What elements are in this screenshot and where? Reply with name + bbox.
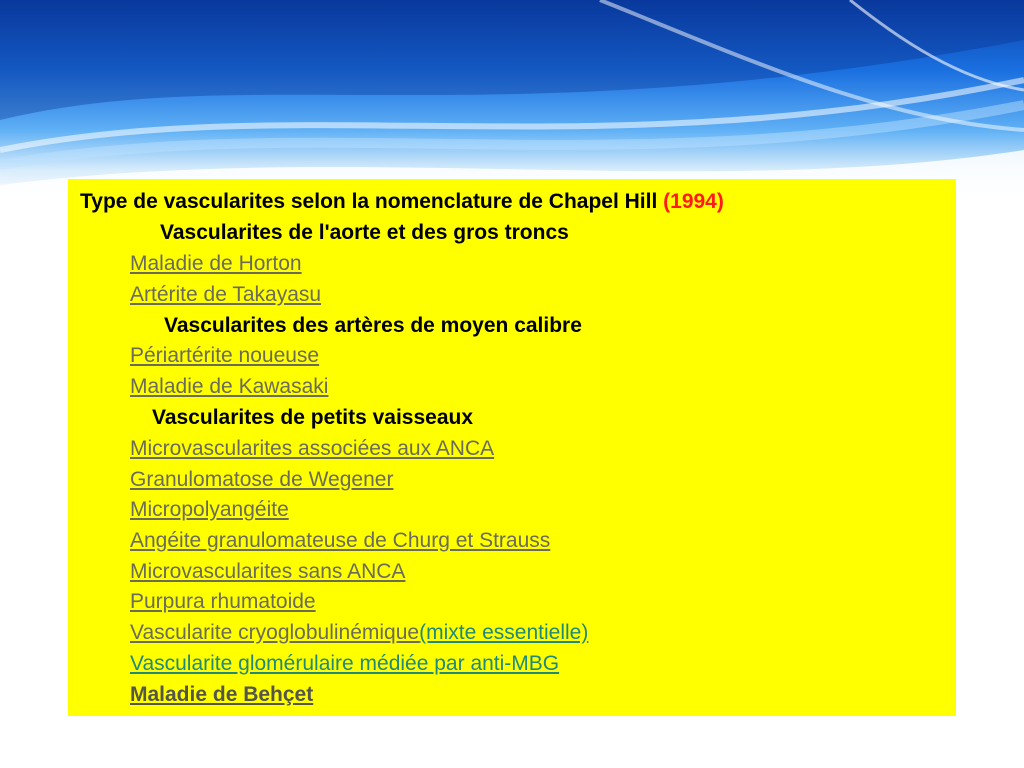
section-heading-medium-vessels: Vascularites des artères de moyen calibre — [164, 314, 582, 337]
title-text: Type de vascularites selon la nomenclature de Chapel Hill — [80, 190, 664, 213]
link-sans-anca[interactable]: Microvascularites sans ANCA — [130, 560, 406, 583]
section-heading-small-vessels: Vascularites de petits vaisseaux — [152, 406, 474, 429]
link-micropolyangeite[interactable]: Micropolyangéite — [130, 498, 289, 521]
link-anti-mbg[interactable]: Vascularite glomérulaire médiée par anti-MBG — [130, 652, 560, 675]
link-horton[interactable]: Maladie de Horton — [130, 252, 302, 275]
link-cryoglobulinemique[interactable]: Vascularite cryoglobulinémique — [130, 621, 420, 644]
link-mixte-essentielle[interactable]: (mixte essentielle) — [419, 621, 589, 644]
link-wegener[interactable]: Granulomatose de Wegener — [130, 468, 394, 491]
link-takayasu[interactable]: Artérite de Takayasu — [130, 283, 322, 306]
cryo-line — [130, 617, 588, 648]
section-heading-large-vessels: Vascularites de l'aorte et des gros troncs — [160, 221, 569, 244]
link-purpura[interactable]: Purpura rhumatoide — [130, 590, 316, 613]
content-box — [68, 179, 956, 716]
wave-decoration — [0, 0, 1024, 200]
link-kawasaki[interactable]: Maladie de Kawasaki — [130, 375, 329, 398]
link-periarterite[interactable]: Périartérite noueuse — [130, 344, 320, 367]
link-churg-strauss[interactable]: Angéite granulomateuse de Churg et Strauss — [130, 529, 551, 552]
header-background — [0, 0, 1024, 200]
title-year: (1994) — [663, 190, 724, 213]
page-title — [80, 186, 724, 217]
link-anca[interactable]: Microvascularites associées aux ANCA — [130, 437, 495, 460]
link-behcet[interactable]: Maladie de Behçet — [130, 683, 314, 706]
